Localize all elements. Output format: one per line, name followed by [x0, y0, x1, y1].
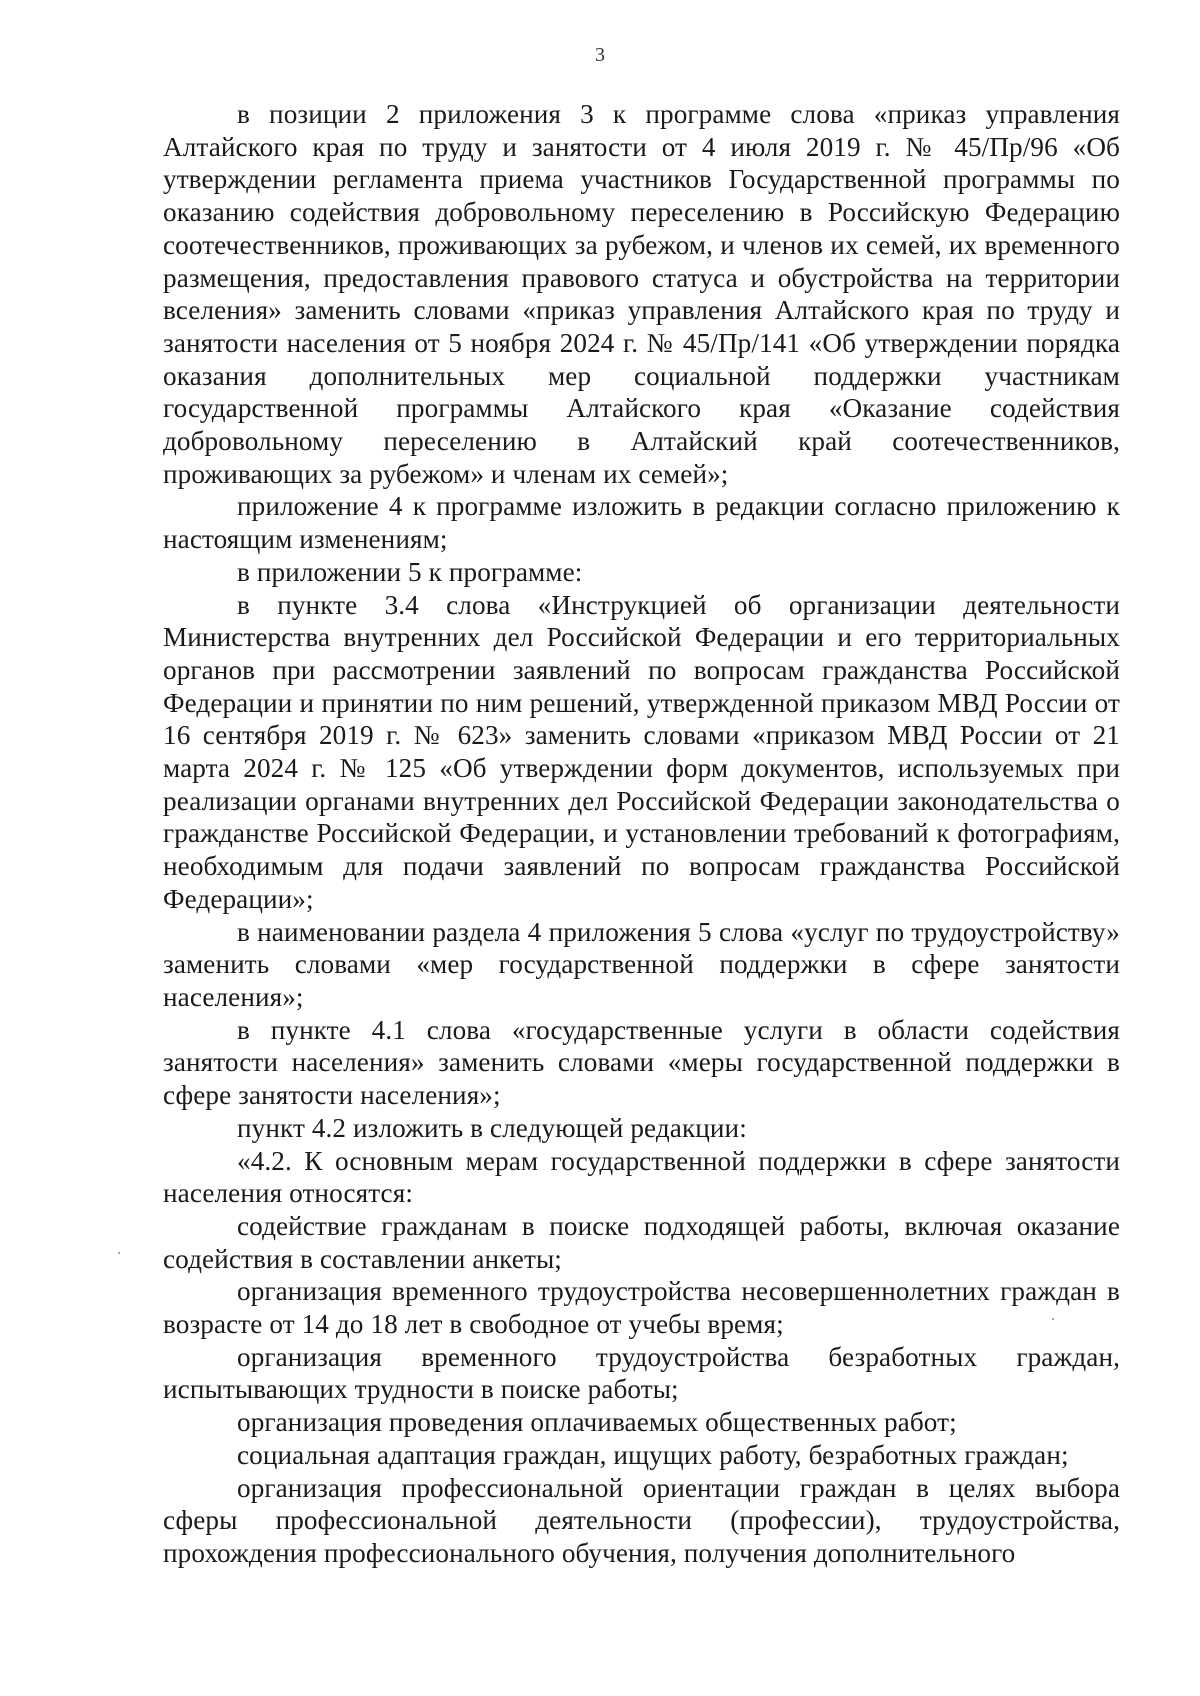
list-item-career-guidance: организация профессиональной ориентации граждан в целях выбора сферы профессиональной деятельности (профессии), трудоустройства, прохождения профессионального обучения, получения дополнительного	[163, 1472, 1120, 1568]
scan-speck	[1052, 1318, 1054, 1320]
scan-speck	[118, 1252, 120, 1254]
list-item-job-search: содействие гражданам в поиске подходящей работы, включая оказание содействия в составлении анкеты;	[163, 1210, 1120, 1274]
list-item-unemployed-employment: организация временного трудоустройства безработных граждан, испытывающих трудности в поиске работы;	[163, 1341, 1120, 1405]
list-item-public-works: организация проведения оплачиваемых общественных работ;	[237, 1407, 957, 1438]
page-number: 3	[595, 44, 605, 66]
paragraph-section-4-title: в наименовании раздела 4 приложения 5 слова «услуг по трудоустройству» заменить словами «мер государственной поддержки в сфере занятости населения»;	[163, 916, 1120, 1012]
document-body	[163, 98, 1120, 1570]
paragraph-annex-4: приложение 4 к программе изложить в редакции согласно приложению к настоящим изменениям;	[163, 491, 1120, 555]
paragraph-point-4-1: в пункте 4.1 слова «государственные услуги в области содействия занятости населения» заменить словами «меры государственной поддержки в сфере занятости населения»;	[163, 1014, 1120, 1111]
paragraph-position-2-amendment: в позиции 2 приложения 3 к программе слова «приказ управления Алтайского края по труду и занятости от 4 июля 2019 г. № 45/Пр/96 «Об утверждении регламента приема участников Государственной программы по оказанию содействия добровольному переселению в Российскую Федерацию соотечественников, проживающих за рубежом, и членов их семей, их временного размещения, предоставления правового статуса и обустройства на территории вселения» заменить словами «приказ управления Алтайского края по труду и занятости населения от 5 ноября 2024 г. № 45/Пр/141 «Об утверждении порядка оказания дополнительных мер социальной поддержки участникам государственной программы Алтайского края «Оказание содействия добровольному переселению в Алтайский край соотечественников, проживающих за рубежом» и членам их семей»;	[163, 99, 1120, 489]
paragraph-point-4-2-intro: пункт 4.2 изложить в следующей редакции:	[237, 1112, 747, 1143]
list-item-minors-employment: организация временного трудоустройства несовершеннолетних граждан в возрасте от 14 до 18 лет в свободное от учебы время;	[163, 1276, 1120, 1340]
paragraph-point-4-2-text: «4.2. К основным мерам государственной поддержки в сфере занятости населения относятся:	[163, 1145, 1120, 1209]
paragraph-annex-5-intro: в приложении 5 к программе:	[237, 556, 583, 587]
list-item-social-adaptation: социальная адаптация граждан, ищущих работу, безработных граждан;	[237, 1439, 1069, 1470]
paragraph-point-3-4: в пункте 3.4 слова «Инструкцией об организации деятельности Министерства внутренних дел Российской Федерации и его территориальных органов при рассмотрении заявлений по вопросам гражданства Российской Федерации и принятии по ним решений, утвержденной приказом МВД России от 16 сентября 2019 г. № 623» заменить словами «приказом МВД России от 21 марта 2024 г. № 125 «Об утверждении форм документов, используемых при реализации органами внутренних дел Российской Федерации законодательства о гражданстве Российской Федерации, и установлении требований к фотографиям, необходимым для подачи заявлений по вопросам гражданства Российской Федерации»;	[163, 589, 1120, 914]
